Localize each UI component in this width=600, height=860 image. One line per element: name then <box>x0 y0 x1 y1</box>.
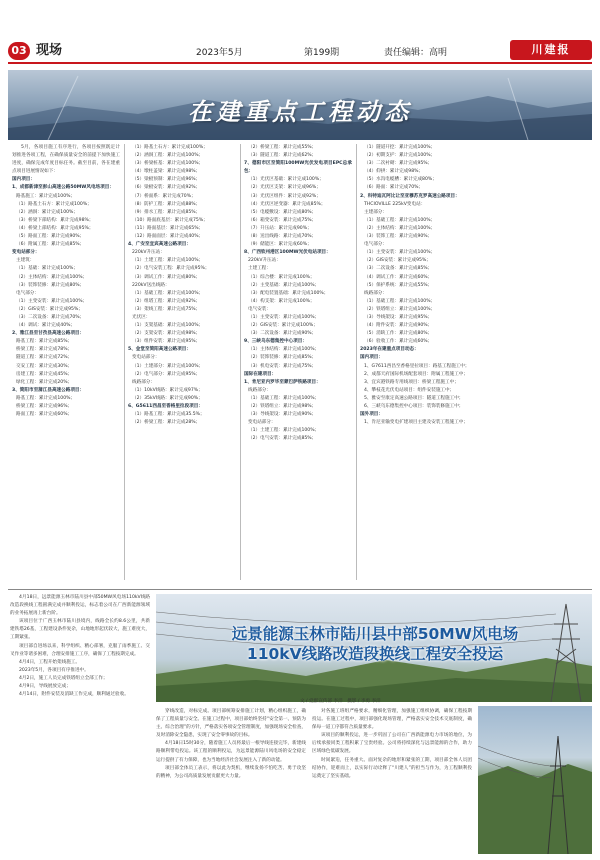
list-item: （2）GIS安装：累计完成95%； <box>364 258 431 264</box>
subheading: 5、金堂至简阳高速公路项目： <box>128 347 191 353</box>
list-item: （3）二次设备：累计完成90%； <box>248 331 317 337</box>
list-item: （3）配电装置基础：累计完成100%； <box>248 290 329 296</box>
article-paragraph: 4月9日，导线展放完成； <box>19 684 71 690</box>
item-list <box>360 201 470 347</box>
list-item: （2）初期支护：累计完成100%； <box>364 153 436 159</box>
subheading: 4、广安至宜宾高速公路项目： <box>128 242 191 248</box>
headline-line-1: 远景能源玉林市陆川县中部50MW风电场 <box>231 625 519 643</box>
list-item: 光伏区： <box>132 314 151 320</box>
list-item: （1）土建部分：累计完成100%； <box>132 363 204 369</box>
list-item: （6）梁板安装：累计完成92%； <box>132 185 201 191</box>
list-item: （3）光伏区组件：累计完成92%； <box>248 193 321 199</box>
article-paragraph: 4月14日，附件安装及消缺工作完成，顺利通过验收。 <box>19 692 129 698</box>
list-item: （4）附件安装：累计完成90%； <box>364 323 433 329</box>
list-item: （2）主体结构：累计完成100%； <box>364 225 436 231</box>
list-item: 电气部分： <box>364 242 387 248</box>
list-item: （4）墩柱盖梁：累计完成98%； <box>132 169 201 175</box>
list-item: （5）消缺工作：累计完成80%； <box>364 331 433 337</box>
list-item: （6）路面：累计完成70%； <box>364 185 424 191</box>
list-item: THCIOVILLE 225kV变电站： <box>364 201 426 207</box>
list-item: （2）主变基础：累计完成100%； <box>248 282 320 288</box>
item-list <box>12 395 120 419</box>
list-item: （1）光伏区基础：累计完成100%； <box>248 177 324 183</box>
list-item: （3）二次设备：累计完成70%； <box>16 314 85 320</box>
item-list <box>12 338 120 387</box>
article-paragraph: 穿线改造，对标完成。项目部统筹安排施工计划，精心组织施工，确保了工程质量与安全。在施工过程中，项目部始终坚持“安全第一、预防为主、综合治理”的方针，严格落实各项安全管理制度，加强现场安全检查，及时消除安全隐患，实现了安全零事故的目标。 <box>156 709 306 739</box>
list-item: （9）排水工程：累计完成85%； <box>132 209 201 215</box>
list-item: （2）电气安装工程：累计完成95%； <box>132 266 210 272</box>
subheading: 1、肯尼亚内罗毕至蒙巴萨铁路项目： <box>244 379 321 385</box>
list-item: （7）升压站：累计完成90%； <box>248 225 312 231</box>
list-item: 220kV升压站： <box>248 258 281 264</box>
article-paragraph: 4月18日15时30分，随着施工人员将最后一根导线连接完毕，新建线路顺利带电投运。该工程的顺利投运，为远景能源陆川风电场的安全稳定运行提供了有力保障，也为当地经济社会发展注入了新的动能。 <box>156 741 306 763</box>
list-item: 6、三峡乌东德集控中心项目：装饰装修施工中； <box>364 404 464 409</box>
issue-date: 2023年5月 <box>196 48 243 58</box>
list-item: （1）路基土石方：累计完成100%； <box>16 201 92 207</box>
list-item: （11）路面基层：累计完成65%； <box>132 225 204 231</box>
list-item: 变电站部分： <box>248 420 276 426</box>
list-item: （8）送出线路：累计完成70%； <box>248 234 317 240</box>
list-item: （2）主体结构：累计完成100%； <box>16 274 88 280</box>
list-item: （2）桥梁工程：累计完成55%； <box>248 145 317 150</box>
item-list <box>12 193 120 250</box>
list-item: （1）隧道开挖：累计完成100%； <box>364 145 436 150</box>
list-item: （3）二次设备：累计完成85%； <box>364 266 433 272</box>
article-paragraph: 项目部自进场以来，科学组织、精心部署，克服了雨季施工、交叉作业等诸多困难，合理安排施工工序，确保了工程按期完成。 <box>10 643 150 657</box>
list-item: （3）组件安装：累计完成95%； <box>132 339 201 345</box>
subheading: 国际在建项目： <box>244 371 277 377</box>
list-item: （3）调试工作：累计完成80%； <box>132 274 201 280</box>
list-item: （6）验收工作：累计完成60%； <box>364 339 433 345</box>
editor-credit: 责任编辑：高明 <box>384 48 448 58</box>
list-item: （3）导线架设：累计完成95%； <box>364 314 433 320</box>
list-item: （2）铁塔组立：累计完成98%； <box>248 404 317 409</box>
list-item: （8）防护工程：累计完成88%； <box>132 201 201 207</box>
list-item: 4、攀枝花光伏电站项目：组件安装施工中； <box>364 387 455 393</box>
list-item: （1）路基土石方：累计完成100%； <box>132 145 208 150</box>
list-item: （3）桥梁桩基：累计完成100%； <box>132 161 204 167</box>
list-item: （4）光伏区逆变器：累计完成85%； <box>248 201 326 207</box>
list-item: （1）基础工程：累计完成100%； <box>248 395 320 401</box>
list-item: 220kV送出线路： <box>132 282 170 288</box>
list-item: （1）主变安装：累计完成100%； <box>16 298 88 304</box>
power-line-photo-graphic <box>478 706 592 854</box>
subheading: 3、简阳市至蒲江县高速公路项目： <box>12 387 85 393</box>
list-item: （10）路面底基层：累计完成75%； <box>132 217 208 223</box>
item-list <box>244 387 352 444</box>
list-item: （2）组塔工程：累计完成92%； <box>132 298 201 304</box>
subheading: 7、德阳市区至简阳100MW光伏发电项目EPC总承包： <box>244 161 352 175</box>
article-column-4 <box>360 144 470 427</box>
subheading: 国内项目： <box>360 355 383 361</box>
list-item: （1）支架基础：累计完成100%； <box>132 323 204 329</box>
lower-column-1 <box>10 594 150 699</box>
banner <box>8 70 592 140</box>
list-item: 电气部分： <box>16 290 39 296</box>
article-column-2 <box>128 144 236 427</box>
list-item: 隧道工程：累计完成72%； <box>16 355 73 361</box>
list-item: 土建工程： <box>248 266 271 272</box>
subheading: 国内项目： <box>12 177 35 183</box>
article-column-3 <box>244 144 352 443</box>
list-item: 线路部分： <box>132 379 155 385</box>
list-item: 1、肯尼亚输变电扩建项目主建及安装工程施工中； <box>364 420 468 426</box>
list-item: 3、宜宾港铁路专用线项目：桥梁工程施工中； <box>364 379 459 385</box>
list-item: （5）梁板预制：累计完成96%； <box>132 177 201 183</box>
column-divider <box>240 144 241 580</box>
subheading: 9、三峡乌东德集控中心项目： <box>244 339 307 345</box>
list-item: 主建部分： <box>364 209 387 215</box>
list-item: 2、成都天府国际机场配套项目：附属工程施工中； <box>364 371 468 377</box>
subheading: 2、科特迪瓦阿比让至亚穆苏克罗高速公路项目： <box>360 193 460 199</box>
newspaper-logo: 川建报 <box>510 40 592 60</box>
item-list <box>12 257 120 330</box>
item-list <box>128 354 236 403</box>
list-item: （6）附属工程：累计完成85%； <box>16 242 85 248</box>
page-header <box>8 40 592 62</box>
list-item: （4）桥梁上部结构：累计完成95%； <box>16 225 94 231</box>
list-item: 路基工程：累计完成85%； <box>16 339 73 345</box>
list-item: （1）土建工程：累计完成100%； <box>132 258 204 264</box>
list-item: 变电站部分： <box>132 355 160 361</box>
article-paragraph: 该项目位于广西玉林市陆川县境内，线路全长约8.6公里，共新建铁塔26基，工程建设条件复杂，山地地形起伏较大，施工难度大，工期紧张。 <box>10 619 150 641</box>
list-item: （1）基础：累计完成100%； <box>16 266 78 272</box>
article-headline <box>160 624 590 664</box>
list-item: 路基工程：累计完成100%； <box>16 395 76 401</box>
section-divider <box>8 589 592 590</box>
list-item: 路基施工：累计完成100%； <box>16 193 76 199</box>
list-item: （2）铁塔组立：累计完成100%； <box>364 306 436 312</box>
list-item: （1）基础工程：累计完成100%； <box>364 217 436 223</box>
headline-line-2: 110kV线路改造段换线工程安全投运 <box>246 645 504 663</box>
list-item: （2）装饰装修：累计完成85%； <box>248 355 317 361</box>
item-list <box>244 176 352 249</box>
subheading: 6、G5611西昌至香格里拉段项目： <box>128 404 203 409</box>
list-item: （6）箱变安装：累计完成75%； <box>248 217 317 223</box>
list-item: （4）调试工作：累计完成60%； <box>364 274 433 280</box>
article-paragraph: 2023年5月，各项目有序推进中。 <box>19 667 89 673</box>
lower-column-3 <box>312 708 472 781</box>
list-item: （3）机电安装：累计完成75%； <box>248 363 317 369</box>
list-item: （7）桥面系：累计完成70%； <box>132 193 196 199</box>
item-list <box>128 249 236 346</box>
list-item: （12）路面面层：累计完成40%； <box>132 234 204 240</box>
list-item: （3）二次衬砌：累计完成95%； <box>364 161 433 167</box>
list-item: （3）导线架设：累计完成90%； <box>248 412 317 418</box>
item-list <box>244 144 352 160</box>
item-list <box>244 257 352 338</box>
list-item: （1）基础工程：累计完成100%； <box>364 298 436 304</box>
list-item: （1）路基工程：累计完成35.5%； <box>132 412 205 418</box>
list-item: 5、雅安至康定高速公路项目：隧道工程施工中； <box>364 395 464 401</box>
list-item: 交安工程：累计完成30%； <box>16 363 73 369</box>
list-item: （2）35kV线路：累计完成90%； <box>132 395 203 401</box>
list-item: （3）装饰装修：累计完成80%； <box>16 282 85 288</box>
list-item: 电气安装： <box>248 306 271 312</box>
list-item: 桥梁工程：累计完成78%； <box>16 347 73 353</box>
list-item: （5）保护系统：累计完成55%； <box>364 282 433 288</box>
list-item: （9）储能区：累计完成60%； <box>248 242 312 248</box>
item-list <box>360 363 470 412</box>
header-divider <box>8 62 592 64</box>
issue-number: 第199期 <box>304 48 340 58</box>
subheading: 8、广西钦州港区100MW光伏电站项目： <box>244 250 331 256</box>
list-item: （2）涵洞工程：累计完成100%； <box>132 153 204 159</box>
subheading: 2023年在建重点项目动态： <box>360 347 419 353</box>
item-list <box>128 411 236 427</box>
list-item: （5）路面工程：累计完成90%； <box>16 234 85 240</box>
article-paragraph: 对各施工班组严格要求，精细化管理，加强施工组织协调，确保工程按期投运。在施工过程中，项目部强化现场管理，严格落实安全技术交底制度，确保每一道工序都符合质量要求。 <box>312 709 472 731</box>
list-item: （2）涵洞：累计完成100%； <box>16 209 78 215</box>
list-item: （1）主变安装：累计完成100%； <box>248 314 320 320</box>
list-item: （3）装饰工程：累计完成90%； <box>364 234 433 240</box>
list-item: （2）GIS安装：累计完成95%； <box>16 306 83 312</box>
article-byline: 文 / 党群宣传部 李洋 摄影 / 李勇 李洋 <box>300 699 381 704</box>
article-paragraph: 时间紧迫，任务重大。面对复杂的地形和紧张的工期，项目部全体人员团结协作，迎难而上，以实际行动诠释了“川建人”的担当与作为，为工程顺利投运奠定了坚实基础。 <box>312 757 472 779</box>
banner-title: 在建重点工程动态 <box>188 98 412 126</box>
list-item: （1）基础工程：累计完成100%； <box>132 290 204 296</box>
list-item: （4）仰拱：累计完成98%； <box>364 169 424 175</box>
list-item: 线路部分： <box>364 290 387 296</box>
article-paragraph: 4月2日，施工人员完成铁塔组立全部工作； <box>19 675 108 681</box>
list-item: （3）架线工程：累计完成75%； <box>132 306 201 312</box>
list-item: （1）综合楼：累计完成100%； <box>248 274 315 280</box>
list-item: 桥梁工程：累计完成96%； <box>16 404 73 409</box>
list-item: 主建筑： <box>16 258 35 264</box>
subheading: 变电站部分： <box>12 250 40 256</box>
section-title: 现场 <box>36 43 63 58</box>
list-item: （2）电气部分：累计完成95%； <box>132 371 201 377</box>
list-item: （5）水沟电缆槽：累计完成80%； <box>364 177 437 183</box>
item-list <box>360 144 470 193</box>
list-item: （2）光伏区支架：累计完成96%； <box>248 185 321 191</box>
item-list <box>244 346 352 370</box>
list-item: （2）GIS安装：累计完成100%； <box>248 323 318 329</box>
list-item: （1）主变安装：累计完成100%； <box>364 250 436 256</box>
list-item: 线路部分： <box>248 387 271 393</box>
list-item: （1）10kV线路：累计完成97%； <box>132 387 203 393</box>
article-paragraph: 4月18日，远景能源玉林市陆川县中部50MW风电场110kV线路改造段换线工程圆满完成并顺利投运，标志着公司在广西新能源领域的业务拓展再上新台阶。 <box>10 595 150 617</box>
list-item: （3）隧道工程：累计完成62%； <box>248 153 317 159</box>
list-item: （2）电气安装：累计完成85%； <box>248 436 317 442</box>
item-list <box>128 144 236 241</box>
column-divider <box>124 144 125 580</box>
list-item: （1）主体结构：累计完成100%； <box>248 347 320 353</box>
article-paragraph: 该项目的顺利投运，进一步巩固了公司在广西新能源电力市场的地位，为后续承接同类工程积累了宝贵经验。公司将持续深化与远景能源的合作，助力区域绿色低碳发展。 <box>312 733 472 755</box>
article-paragraph: 项目部全体员工表示，将以此为契机，继续发扬不怕吃苦、勇于攻坚的精神，为公司高质量发展贡献更大力量。 <box>156 765 306 779</box>
list-item: 绿化工程：累计完成20%； <box>16 379 73 385</box>
list-item: （4）构支架：累计完成100%； <box>248 298 315 304</box>
list-item: 1、G7611西昌至香格里拉项目：路基工程施工中； <box>364 363 470 369</box>
article-paragraph: 4月4日，工程开始架线施工。 <box>19 659 80 665</box>
list-item: 路面工程：累计完成60%； <box>16 412 73 418</box>
site-photo <box>478 706 592 854</box>
list-item: 房建工程：累计完成45%； <box>16 371 73 377</box>
intro-paragraph: 5月，各项目施工有序进行，各项目按照既定计划推进各项工程，在确保质量安全的前提下加快施工进度，确保完成年度目标任务。截至目前，各在建重点项目进展情况如下： <box>12 145 120 175</box>
subheading: 2、雅江县至甘孜县高速公路项目： <box>12 331 85 337</box>
lower-column-2 <box>156 708 306 781</box>
list-item: 220kV升压站： <box>132 250 165 256</box>
subheading: 国外项目： <box>360 412 383 418</box>
list-item: （5）电缆敷设：累计完成80%； <box>248 209 317 215</box>
article-column-1 <box>12 144 120 419</box>
list-item: （1）土建工程：累计完成100%； <box>248 428 320 434</box>
list-item: （2）支架安装：累计完成98%； <box>132 331 201 337</box>
list-item: （3）桥梁下部结构：累计完成98%； <box>16 217 94 223</box>
column-divider <box>356 144 357 580</box>
list-item: （2）桥梁工程：累计完成28%； <box>132 420 201 426</box>
subheading: 1、成都新津至彭山高速公路50MW风电场项目： <box>12 185 114 191</box>
page-number-badge: 03 <box>8 42 30 60</box>
item-list <box>360 419 470 427</box>
list-item: （4）调试：累计完成40%； <box>16 323 76 329</box>
